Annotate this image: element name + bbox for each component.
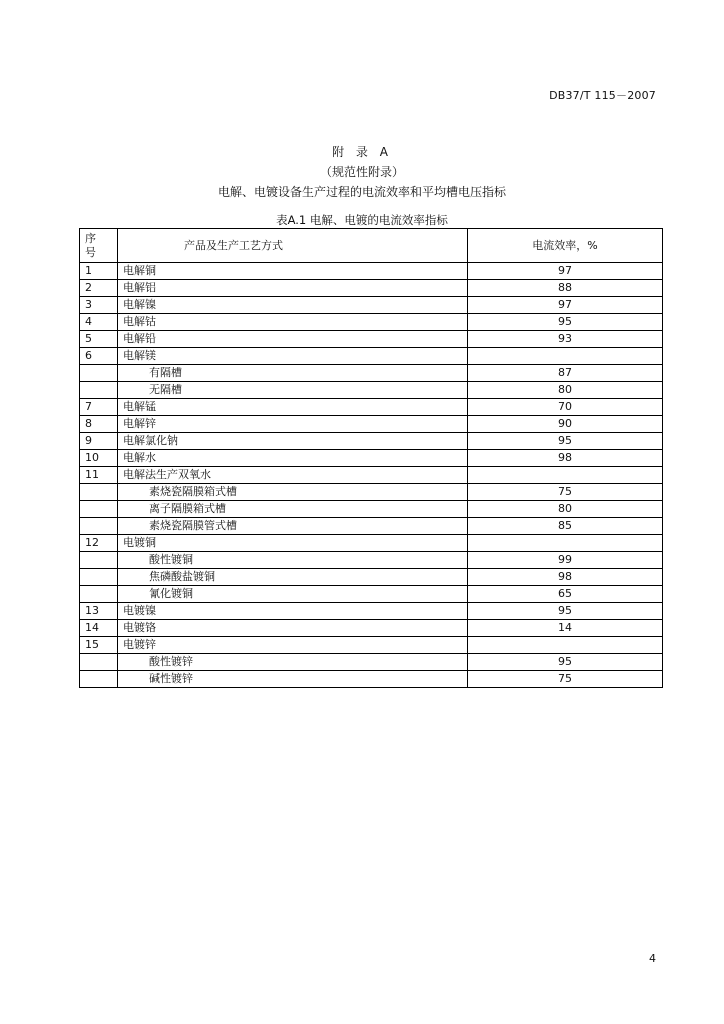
row-seq: 1 <box>80 263 118 280</box>
table-row <box>80 331 663 348</box>
row-process-name: 电镀铜 <box>118 535 468 552</box>
row-process-name: 电解锰 <box>118 399 468 416</box>
table-row <box>80 671 663 688</box>
row-efficiency <box>468 637 663 654</box>
row-process-name: 电解氯化钠 <box>118 433 468 450</box>
row-seq <box>80 569 118 586</box>
row-seq <box>80 484 118 501</box>
row-seq: 8 <box>80 416 118 433</box>
row-efficiency: 97 <box>468 263 663 280</box>
header-process: 产品及生产工艺方式 <box>118 229 468 263</box>
row-efficiency: 75 <box>468 484 663 501</box>
row-process-name: 有隔槽 <box>118 365 468 382</box>
table-row <box>80 654 663 671</box>
table-row <box>80 297 663 314</box>
row-efficiency <box>468 535 663 552</box>
row-process-name: 氰化镀铜 <box>118 586 468 603</box>
row-process-name: 电解水 <box>118 450 468 467</box>
row-process-name: 电镀镍 <box>118 603 468 620</box>
table-row <box>80 467 663 484</box>
row-seq: 9 <box>80 433 118 450</box>
row-process-name: 电解锌 <box>118 416 468 433</box>
row-seq <box>80 654 118 671</box>
table-row <box>80 552 663 569</box>
row-seq <box>80 552 118 569</box>
row-efficiency: 88 <box>468 280 663 297</box>
row-process-name: 酸性镀铜 <box>118 552 468 569</box>
row-seq: 12 <box>80 535 118 552</box>
row-process-name: 电解铅 <box>118 331 468 348</box>
row-process-name: 素烧瓷隔膜箱式槽 <box>118 484 468 501</box>
row-efficiency: 75 <box>468 671 663 688</box>
row-efficiency: 95 <box>468 314 663 331</box>
table-row <box>80 263 663 280</box>
row-seq <box>80 501 118 518</box>
row-process-name: 电解镁 <box>118 348 468 365</box>
table-row <box>80 433 663 450</box>
table-row <box>80 603 663 620</box>
row-process-name: 无隔槽 <box>118 382 468 399</box>
row-process-name: 电解铜 <box>118 263 468 280</box>
row-seq: 2 <box>80 280 118 297</box>
row-efficiency: 87 <box>468 365 663 382</box>
row-efficiency: 85 <box>468 518 663 535</box>
row-efficiency: 14 <box>468 620 663 637</box>
row-process-name: 酸性镀锌 <box>118 654 468 671</box>
row-efficiency: 99 <box>468 552 663 569</box>
row-seq <box>80 518 118 535</box>
row-seq <box>80 586 118 603</box>
table-body <box>80 263 663 688</box>
row-efficiency: 80 <box>468 382 663 399</box>
table-row <box>80 501 663 518</box>
table-row <box>80 280 663 297</box>
row-process-name: 电镀锌 <box>118 637 468 654</box>
row-efficiency: 80 <box>468 501 663 518</box>
row-process-name: 电解法生产双氧水 <box>118 467 468 484</box>
table-row <box>80 518 663 535</box>
row-seq: 15 <box>80 637 118 654</box>
row-seq: 4 <box>80 314 118 331</box>
row-seq: 11 <box>80 467 118 484</box>
row-efficiency: 65 <box>468 586 663 603</box>
row-efficiency: 98 <box>468 569 663 586</box>
table-row <box>80 416 663 433</box>
row-process-name: 碱性镀锌 <box>118 671 468 688</box>
table-row <box>80 399 663 416</box>
appendix-subject: 电解、电镀设备生产过程的电流效率和平均槽电压指标 <box>217 185 506 199</box>
row-process-name: 电解铝 <box>118 280 468 297</box>
table-row <box>80 365 663 382</box>
row-process-name: 焦磷酸盐镀铜 <box>118 569 468 586</box>
table-row <box>80 382 663 399</box>
table-row <box>80 586 663 603</box>
row-seq <box>80 671 118 688</box>
row-process-name: 离子隔膜箱式槽 <box>118 501 468 518</box>
row-seq <box>80 382 118 399</box>
row-efficiency <box>468 348 663 365</box>
efficiency-table <box>79 228 663 688</box>
row-efficiency: 97 <box>468 297 663 314</box>
row-seq: 6 <box>80 348 118 365</box>
row-process-name: 电镀铬 <box>118 620 468 637</box>
table-row <box>80 314 663 331</box>
row-efficiency: 90 <box>468 416 663 433</box>
table-header-row <box>80 229 663 263</box>
table-row <box>80 620 663 637</box>
row-efficiency: 95 <box>468 433 663 450</box>
row-seq: 10 <box>80 450 118 467</box>
table-row <box>80 484 663 501</box>
row-efficiency: 98 <box>468 450 663 467</box>
table-row <box>80 569 663 586</box>
row-efficiency: 95 <box>468 654 663 671</box>
row-efficiency: 95 <box>468 603 663 620</box>
row-seq: 13 <box>80 603 118 620</box>
row-seq: 5 <box>80 331 118 348</box>
table-row <box>80 535 663 552</box>
header-seq: 序 号 <box>80 229 118 263</box>
row-seq: 7 <box>80 399 118 416</box>
row-process-name: 电解镍 <box>118 297 468 314</box>
header-efficiency: 电流效率，% <box>468 229 663 263</box>
document-code: DB37/T 115－2007 <box>549 89 656 102</box>
row-seq: 3 <box>80 297 118 314</box>
page-number: 4 <box>649 952 656 965</box>
appendix-type: （规范性附录） <box>319 165 404 179</box>
row-seq <box>80 365 118 382</box>
row-process-name: 素烧瓷隔膜管式槽 <box>118 518 468 535</box>
row-seq: 14 <box>80 620 118 637</box>
table-caption: 表A.1 电解、电镀的电流效率指标 <box>276 213 448 227</box>
table-row <box>80 637 663 654</box>
appendix-title: 附 录 A <box>332 145 392 159</box>
table-row <box>80 348 663 365</box>
row-efficiency <box>468 467 663 484</box>
row-efficiency: 70 <box>468 399 663 416</box>
row-efficiency: 93 <box>468 331 663 348</box>
table-row <box>80 450 663 467</box>
row-process-name: 电解钴 <box>118 314 468 331</box>
